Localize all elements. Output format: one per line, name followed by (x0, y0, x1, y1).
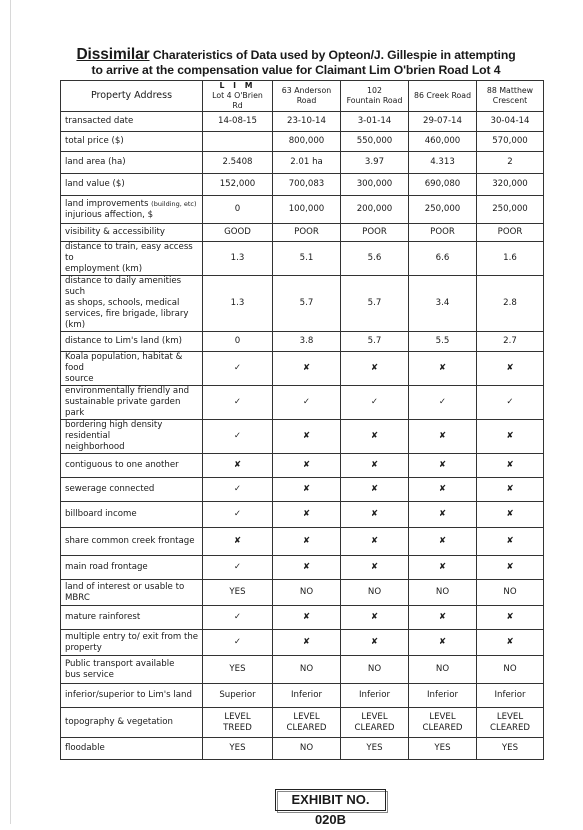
table-cell (203, 132, 273, 152)
table-cell: 300,000 (341, 174, 409, 196)
table-row (61, 478, 544, 502)
row-label-text: billboard income (65, 509, 137, 519)
table-cell: 2.01 ha (273, 152, 341, 174)
row-label-text: contiguous to one another (65, 460, 179, 470)
row-label-line2: neighborhood (65, 442, 125, 452)
row-label (61, 606, 203, 630)
table-cell: 690,080 (409, 174, 477, 196)
header-bottom: Crescent (492, 96, 528, 105)
table-cell: NO (477, 656, 544, 684)
table-cell: 200,000 (341, 196, 409, 224)
row-label-text: land of interest or usable to (65, 581, 185, 592)
table-row (61, 528, 544, 556)
table-cell: Inferior (409, 684, 477, 708)
row-label-text: transacted date (65, 116, 134, 126)
check-mark-icon: ✓ (273, 386, 341, 420)
row-label-text: distance to train, easy access to (65, 242, 193, 263)
exhibit-stamp: EXHIBIT NO. 020B (275, 789, 386, 811)
row-label (61, 630, 203, 656)
cross-mark-icon: ✘ (341, 528, 409, 556)
table-cell: 1.3 (203, 276, 273, 332)
table-cell: 5.7 (341, 332, 409, 352)
table-cell: 5.1 (273, 242, 341, 276)
check-mark-icon: ✓ (477, 386, 544, 420)
row-label-text: floodable (65, 743, 105, 753)
cross-mark-icon: ✘ (409, 502, 477, 528)
row-label-text: sewerage connected (65, 484, 155, 494)
table-row (61, 556, 544, 580)
table-cell: POOR (273, 224, 341, 242)
row-label (61, 738, 203, 760)
cross-mark-icon: ✘ (477, 528, 544, 556)
row-label (61, 478, 203, 502)
table-row (61, 276, 544, 332)
row-label (61, 276, 203, 332)
table-cell: POOR (409, 224, 477, 242)
table-cell: YES (203, 656, 273, 684)
table-cell: GOOD (203, 224, 273, 242)
table-cell: 460,000 (409, 132, 477, 152)
header-col-anderson (273, 81, 341, 112)
header-top: 88 Matthew (486, 86, 534, 95)
table-cell: LEVEL TREED (203, 708, 273, 738)
table-cell: LEVEL CLEARED (409, 708, 477, 738)
row-label (61, 580, 203, 606)
table-cell: 0 (203, 332, 273, 352)
header-bottom: Fountain Road (346, 96, 403, 105)
row-label (61, 174, 203, 196)
cross-mark-icon: ✘ (341, 352, 409, 386)
table-cell: 2 (477, 152, 544, 174)
row-label (61, 528, 203, 556)
table-row (61, 708, 544, 738)
row-label-text: land improvements (65, 198, 149, 209)
table-cell: 30-04-14 (477, 112, 544, 132)
table-cell: 3.8 (273, 332, 341, 352)
table-cell: NO (409, 580, 477, 606)
row-label-line2: source (65, 374, 94, 384)
row-label (61, 196, 203, 224)
header-top: 63 Anderson (281, 86, 332, 95)
cross-mark-icon: ✘ (273, 454, 341, 478)
cross-mark-icon: ✘ (341, 454, 409, 478)
table-cell: 14-08-15 (203, 112, 273, 132)
header-top: 102 (367, 86, 382, 95)
row-label-text: land value ($) (65, 179, 125, 189)
cross-mark-icon: ✘ (409, 352, 477, 386)
row-label (61, 454, 203, 478)
table-cell: YES (203, 738, 273, 760)
table-cell: 2.5408 (203, 152, 273, 174)
table-cell: NO (273, 656, 341, 684)
row-label-text: mature rainforest (65, 612, 141, 622)
table-row (61, 174, 544, 196)
header-bottom: Lot 4 O'Brien Rd (212, 91, 263, 110)
row-label (61, 556, 203, 580)
header-top: 86 Creek Road (413, 91, 472, 100)
cross-mark-icon: ✘ (273, 352, 341, 386)
cross-mark-icon: ✘ (341, 606, 409, 630)
table-cell: LEVEL CLEARED (341, 708, 409, 738)
cross-mark-icon: ✘ (203, 528, 273, 556)
row-label-text: bordering high density residential (65, 420, 163, 441)
cross-mark-icon: ✘ (477, 352, 544, 386)
table-cell: 100,000 (273, 196, 341, 224)
check-mark-icon: ✓ (203, 502, 273, 528)
cross-mark-icon: ✘ (409, 606, 477, 630)
table-cell: 5.7 (273, 276, 341, 332)
table-row (61, 132, 544, 152)
check-mark-icon: ✓ (409, 386, 477, 420)
row-label (61, 386, 203, 420)
table-cell: NO (273, 580, 341, 606)
cross-mark-icon: ✘ (341, 630, 409, 656)
row-label (61, 708, 203, 738)
header-row (61, 81, 544, 112)
row-label (61, 352, 203, 386)
row-label-line2: injurious affection, $ (65, 209, 154, 220)
row-label-text: topography & vegetation (65, 717, 173, 727)
table-row (61, 738, 544, 760)
table-row (61, 630, 544, 656)
title-lead: Dissimilar (76, 46, 150, 63)
table-row (61, 502, 544, 528)
row-label (61, 684, 203, 708)
table-cell: YES (477, 738, 544, 760)
check-mark-icon: ✓ (203, 606, 273, 630)
title-rest: Charateristics of Data used by Opteon/J. Gillespie in attempting (152, 48, 516, 62)
cross-mark-icon: ✘ (273, 556, 341, 580)
table-cell: 23-10-14 (273, 112, 341, 132)
header-col-creek (409, 81, 477, 112)
row-label-line2: sustainable private garden park (65, 397, 181, 418)
cross-mark-icon: ✘ (477, 478, 544, 502)
cross-mark-icon: ✘ (409, 528, 477, 556)
table-cell: 29-07-14 (409, 112, 477, 132)
row-label-line2: property (65, 642, 102, 653)
row-label-text: inferior/superior to Lim's land (65, 690, 192, 700)
cross-mark-icon: ✘ (341, 556, 409, 580)
table-cell: 250,000 (409, 196, 477, 224)
check-mark-icon: ✓ (203, 420, 273, 454)
cross-mark-icon: ✘ (273, 502, 341, 528)
cross-mark-icon: ✘ (341, 478, 409, 502)
table-cell: 2.7 (477, 332, 544, 352)
table-cell: 4.313 (409, 152, 477, 174)
table-row (61, 332, 544, 352)
row-label-note: (building, etc) (151, 199, 197, 208)
table-row (61, 196, 544, 224)
table-cell: 320,000 (477, 174, 544, 196)
cross-mark-icon: ✘ (409, 454, 477, 478)
cross-mark-icon: ✘ (273, 606, 341, 630)
cross-mark-icon: ✘ (273, 630, 341, 656)
table-cell: POOR (341, 224, 409, 242)
table-cell: 5.5 (409, 332, 477, 352)
row-label (61, 112, 203, 132)
table-cell: 0 (203, 196, 273, 224)
check-mark-icon: ✓ (203, 352, 273, 386)
row-label-text: visibility & accessibility (65, 227, 165, 237)
table-cell: 3.4 (409, 276, 477, 332)
table-row (61, 580, 544, 606)
row-label (61, 132, 203, 152)
cross-mark-icon: ✘ (409, 556, 477, 580)
table-cell: Inferior (477, 684, 544, 708)
table-cell: 3.97 (341, 152, 409, 174)
table-cell: 152,000 (203, 174, 273, 196)
table-row (61, 242, 544, 276)
table-cell: POOR (477, 224, 544, 242)
table-cell: 800,000 (273, 132, 341, 152)
row-label (61, 242, 203, 276)
row-label-line2: MBRC (65, 592, 90, 603)
table-cell: Inferior (341, 684, 409, 708)
page-scan-edge (10, 0, 11, 824)
table-cell: 700,083 (273, 174, 341, 196)
table-row (61, 420, 544, 454)
header-label: Property Address (61, 81, 203, 112)
table-cell: NO (409, 656, 477, 684)
table-row (61, 112, 544, 132)
table-cell: Superior (203, 684, 273, 708)
cross-mark-icon: ✘ (477, 420, 544, 454)
table-cell: NO (341, 580, 409, 606)
table-cell: 2.8 (477, 276, 544, 332)
row-label-line2: bus service (65, 669, 114, 680)
table-cell: YES (341, 738, 409, 760)
table-cell: 3-01-14 (341, 112, 409, 132)
comparison-table (60, 80, 544, 760)
table-cell: LEVEL CLEARED (477, 708, 544, 738)
row-label-text: Public transport available (65, 658, 175, 669)
title-line2: to arrive at the compensation value for Claimant Lim O'brien Road Lot 4 (91, 63, 501, 77)
row-label (61, 656, 203, 684)
table-cell: 5.7 (341, 276, 409, 332)
table-cell: NO (341, 656, 409, 684)
table-cell: LEVEL CLEARED (273, 708, 341, 738)
row-label-line2: employment (km) (65, 264, 143, 274)
row-label-line2: as shops, schools, medical (65, 298, 180, 308)
table-cell: 550,000 (341, 132, 409, 152)
table-cell: 250,000 (477, 196, 544, 224)
table-row (61, 454, 544, 478)
document-title (66, 47, 526, 78)
row-label (61, 224, 203, 242)
row-label (61, 420, 203, 454)
table-cell: NO (273, 738, 341, 760)
row-label-text: distance to Lim's land (km) (65, 336, 182, 346)
table-row (61, 386, 544, 420)
check-mark-icon: ✓ (203, 478, 273, 502)
table-row (61, 606, 544, 630)
cross-mark-icon: ✘ (341, 420, 409, 454)
row-label-text: land area (ha) (65, 157, 126, 167)
table-cell: Inferior (273, 684, 341, 708)
cross-mark-icon: ✘ (203, 454, 273, 478)
table-cell: 5.6 (341, 242, 409, 276)
cross-mark-icon: ✘ (477, 556, 544, 580)
header-top: L I M (219, 81, 256, 90)
row-label-text: share common creek frontage (65, 536, 195, 546)
table-row (61, 352, 544, 386)
table-row (61, 224, 544, 242)
table-cell: YES (409, 738, 477, 760)
table-cell: 1.6 (477, 242, 544, 276)
row-label-text: Koala population, habitat & food (65, 352, 183, 373)
table-cell: 6.6 (409, 242, 477, 276)
cross-mark-icon: ✘ (409, 630, 477, 656)
cross-mark-icon: ✘ (477, 630, 544, 656)
table-row (61, 684, 544, 708)
check-mark-icon: ✓ (341, 386, 409, 420)
table-row (61, 656, 544, 684)
cross-mark-icon: ✘ (273, 420, 341, 454)
cross-mark-icon: ✘ (273, 478, 341, 502)
table-row (61, 152, 544, 174)
header-col-lim (203, 81, 273, 112)
cross-mark-icon: ✘ (477, 606, 544, 630)
cross-mark-icon: ✘ (273, 528, 341, 556)
row-label-text: distance to daily amenities such (65, 276, 182, 297)
row-label-text: environmentally friendly and (65, 386, 190, 396)
table-cell: NO (477, 580, 544, 606)
header-col-fountain (341, 81, 409, 112)
header-col-matthew (477, 81, 544, 112)
cross-mark-icon: ✘ (341, 502, 409, 528)
check-mark-icon: ✓ (203, 556, 273, 580)
cross-mark-icon: ✘ (409, 420, 477, 454)
table-cell: YES (203, 580, 273, 606)
row-label (61, 332, 203, 352)
row-label-text: total price ($) (65, 136, 124, 146)
row-label (61, 152, 203, 174)
cross-mark-icon: ✘ (477, 502, 544, 528)
row-label (61, 502, 203, 528)
row-label-line3: services, fire brigade, library (km) (65, 309, 189, 330)
header-bottom: Road (296, 96, 317, 105)
table-cell: 1.3 (203, 242, 273, 276)
row-label-text: multiple entry to/ exit from the (65, 631, 199, 642)
check-mark-icon: ✓ (203, 386, 273, 420)
cross-mark-icon: ✘ (477, 454, 544, 478)
check-mark-icon: ✓ (203, 630, 273, 656)
cross-mark-icon: ✘ (409, 478, 477, 502)
row-label-text: main road frontage (65, 562, 148, 572)
table-cell: 570,000 (477, 132, 544, 152)
